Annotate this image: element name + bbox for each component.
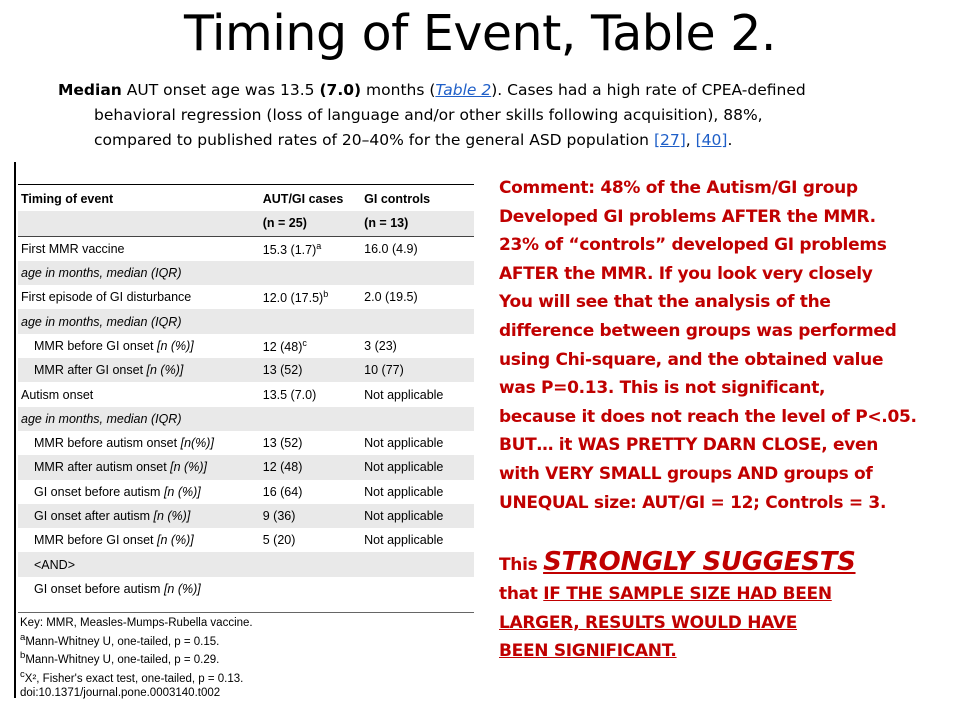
reference-40-link[interactable]: [40]	[695, 131, 728, 149]
intro-paragraph	[58, 78, 938, 153]
row-label-text: age in months, median (IQR)	[21, 266, 182, 281]
header-aut-gi-cases: AUT/GI cases	[262, 192, 344, 207]
table-row	[18, 261, 474, 285]
comment-line: 23% of “controls” developed GI problems	[499, 235, 887, 256]
row-label-unit: [n (%)]	[170, 460, 207, 475]
row-aut-gi-value	[260, 431, 361, 455]
row-gi-controls-value: Not applicable	[361, 455, 474, 479]
row-label	[18, 455, 260, 479]
conclusion-this: This	[499, 555, 544, 575]
row-label-unit: [n (%)]	[153, 509, 191, 523]
row-label-text: age in months, median (IQR)	[21, 314, 182, 329]
conclusion-that: that	[499, 583, 544, 604]
row-label-unit: [n (%)]	[163, 581, 201, 596]
row-label	[18, 261, 260, 285]
row-aut-gi-value	[260, 309, 361, 333]
conclusion-line-4: BEEN SIGNIFICANT.	[499, 641, 677, 662]
row-label	[18, 358, 260, 382]
conclusion-block	[499, 548, 949, 666]
table-row	[18, 480, 474, 504]
row-gi-controls-value: Not applicable	[364, 387, 444, 402]
table-row	[18, 577, 474, 601]
row-label-text: First MMR vaccine	[21, 241, 125, 256]
aut-gi-value-text: 13 (52)	[262, 436, 303, 451]
footnote-c-text: X², Fisher's exact test, one-tailed, p = 0.13.	[24, 672, 244, 685]
row-label-unit: [n (%)]	[146, 363, 184, 378]
row-label	[18, 577, 260, 601]
table-row	[18, 455, 474, 479]
table-row	[18, 334, 474, 358]
comment-line: difference between groups was performed	[499, 320, 897, 341]
row-label-text: age in months, median (IQR)	[21, 411, 182, 426]
row-aut-gi-value	[260, 236, 361, 261]
comment-line: Developed GI problems AFTER the MMR.	[499, 206, 876, 227]
comment-line: You will see that the analysis of the	[499, 292, 831, 313]
footnote-c: $^c$X², Fisher's exact test, one-tailed, p = 0.13.	[20, 668, 244, 685]
row-label-text: GI onset before autism	[34, 484, 164, 499]
row-gi-controls-value	[361, 309, 474, 333]
row-label-unit: [n(%)]	[180, 436, 214, 451]
row-label	[18, 236, 260, 261]
aut-gi-value-text: 5 (20)	[262, 533, 296, 548]
row-gi-controls-value	[361, 407, 474, 431]
footnote-marker: b	[323, 289, 329, 300]
row-label	[18, 480, 260, 504]
intro-iqr-value: (7.0)	[319, 81, 362, 99]
aut-gi-value-text: 12.0 (17.5)	[262, 291, 324, 306]
row-label-text: GI onset after autism	[34, 509, 154, 523]
header-aut-n: (n = 25)	[260, 211, 361, 236]
intro-text-a: AUT onset age was 13.5	[121, 81, 320, 99]
row-label-unit: [n (%)]	[163, 484, 201, 499]
row-label	[18, 285, 260, 309]
table-row	[18, 285, 474, 309]
row-label	[18, 309, 260, 333]
table-row	[18, 358, 474, 382]
row-label-text: Autism onset	[21, 387, 94, 402]
table-row	[18, 552, 474, 576]
row-label	[18, 552, 260, 576]
row-gi-controls-value: 16.0 (4.9)	[361, 236, 474, 261]
row-label-unit: [n (%)]	[156, 533, 194, 548]
row-label-text: MMR after GI onset	[34, 363, 147, 378]
intro-line-2: behavioral regression (loss of language and/or other skills following acquisition), 88%,	[94, 106, 763, 124]
slide-title: Timing of Event, Table 2.	[184, 5, 776, 62]
row-label-text: MMR after autism onset	[34, 460, 171, 475]
row-aut-gi-value	[260, 455, 361, 479]
comment-line: AFTER the MMR. If you look very closely	[499, 263, 873, 284]
row-aut-gi-value	[260, 261, 361, 285]
row-gi-controls-value: 3 (23)	[364, 338, 397, 353]
table-row	[18, 309, 474, 333]
table-header-row	[18, 187, 474, 211]
conclusion-strongly-suggests: STRONGLY SUGGESTS	[543, 547, 856, 577]
aut-gi-value-text: 13.5 (7.0)	[262, 387, 317, 402]
intro-text-b: months (	[361, 81, 436, 99]
aut-gi-value-text: 15.3 (1.7)	[262, 242, 317, 257]
row-label	[18, 528, 260, 552]
row-gi-controls-value: 10 (77)	[361, 358, 474, 382]
intro-text-d: compared to published rates of 20–40% for the general ASD population	[94, 131, 654, 149]
row-label	[18, 382, 260, 406]
row-aut-gi-value	[260, 552, 361, 576]
row-gi-controls-value	[361, 577, 474, 601]
header-gi-n: (n = 13)	[361, 211, 474, 236]
comment-line: was P=0.13. This is not significant,	[499, 378, 826, 399]
comment-line: with VERY SMALL groups AND groups of	[499, 463, 873, 484]
reference-27-link[interactable]: [27]	[653, 131, 686, 149]
table-row	[18, 528, 474, 552]
row-aut-gi-value	[260, 577, 361, 601]
comment-line: Comment: 48% of the Autism/GI group	[499, 178, 858, 198]
footnote-key: Key: MMR, Measles-Mumps-Rubella vaccine.	[20, 617, 253, 629]
row-label-text: <AND>	[34, 557, 75, 572]
comment-line: because it does not reach the level of P<.05.	[499, 406, 917, 427]
footnote-b: $^b$Mann-Whitney U, one-tailed, p = 0.29.	[20, 650, 220, 667]
row-label	[18, 504, 260, 528]
header-blank	[18, 211, 260, 236]
table-row	[18, 382, 474, 406]
conclusion-underlined-1: IF THE SAMPLE SIZE HAD BEEN	[543, 583, 832, 604]
row-aut-gi-value	[260, 285, 361, 309]
header-timing-of-event: Timing of event	[21, 192, 114, 207]
table-footnotes	[20, 616, 253, 701]
comment-line: BUT… it WAS PRETTY DARN CLOSE, even	[499, 435, 879, 456]
table-row	[18, 407, 474, 431]
comment-line: using Chi-square, and the obtained value	[499, 349, 884, 370]
row-gi-controls-value: Not applicable	[364, 436, 444, 451]
aut-gi-value-text: 13 (52)	[262, 363, 303, 378]
conclusion-line-3: LARGER, RESULTS WOULD HAVE	[499, 612, 798, 633]
row-label-unit: [n (%)]	[156, 338, 194, 353]
row-gi-controls-value: 2.0 (19.5)	[364, 290, 418, 305]
table-footnote-rule	[18, 612, 474, 613]
intro-sep: ,	[685, 131, 696, 149]
row-aut-gi-value	[260, 480, 361, 504]
intro-text-c: ). Cases had a high rate of CPEA-defined	[491, 81, 806, 99]
comment-line: UNEQUAL size: AUT/GI = 12; Controls = 3.	[499, 492, 887, 513]
footnote-a-text: Mann-Whitney U, one-tailed, p = 0.15.	[25, 635, 220, 648]
row-label	[18, 334, 260, 358]
footnote-doi: doi:10.1371/journal.pone.0003140.t002	[20, 687, 221, 700]
conclusion-line-2	[499, 580, 949, 609]
header-gi-controls: GI controls	[364, 192, 431, 207]
row-label-text: MMR before autism onset	[34, 436, 181, 451]
row-label	[18, 431, 260, 455]
timing-table	[18, 187, 474, 601]
row-label-text: First episode of GI disturbance	[21, 290, 192, 305]
row-label-text: GI onset before autism	[34, 581, 164, 596]
row-gi-controls-value: Not applicable	[364, 484, 444, 499]
intro-line-3	[58, 128, 938, 153]
table-2-image	[14, 162, 474, 698]
row-aut-gi-value	[260, 382, 361, 406]
table-header-n-row	[18, 211, 474, 236]
row-aut-gi-value	[260, 358, 361, 382]
row-label-text: MMR before GI onset	[34, 338, 157, 353]
footnote-marker: c	[302, 337, 307, 348]
aut-gi-value-text: 12 (48)	[262, 340, 303, 354]
table-2-link[interactable]: Table 2	[435, 81, 492, 99]
comment-block	[499, 174, 949, 517]
footnote-b-text: Mann-Whitney U, one-tailed, p = 0.29.	[25, 654, 220, 667]
intro-median-label: Median	[58, 81, 122, 99]
table-row	[18, 504, 474, 528]
table-top-rule	[18, 184, 474, 185]
table-row	[18, 431, 474, 455]
intro-line-1	[58, 78, 938, 103]
table-row	[18, 236, 474, 261]
table-left-border	[14, 162, 16, 698]
conclusion-line-1	[499, 548, 949, 580]
footnote-marker: a	[316, 240, 322, 251]
row-aut-gi-value	[260, 334, 361, 358]
row-gi-controls-value	[361, 552, 474, 576]
footnote-a: $^a$Mann-Whitney U, one-tailed, p = 0.15.	[20, 631, 220, 648]
intro-end: .	[727, 131, 733, 149]
aut-gi-value-text: 9 (36)	[262, 509, 296, 523]
row-aut-gi-value	[260, 407, 361, 431]
row-gi-controls-value: Not applicable	[364, 533, 444, 548]
row-aut-gi-value	[260, 528, 361, 552]
aut-gi-value-text: 16 (64)	[262, 484, 303, 499]
aut-gi-value-text: 12 (48)	[262, 460, 303, 475]
row-label-text: MMR before GI onset	[34, 533, 157, 548]
row-gi-controls-value: Not applicable	[361, 504, 474, 528]
row-gi-controls-value	[361, 261, 474, 285]
row-label	[18, 407, 260, 431]
row-aut-gi-value	[260, 504, 361, 528]
